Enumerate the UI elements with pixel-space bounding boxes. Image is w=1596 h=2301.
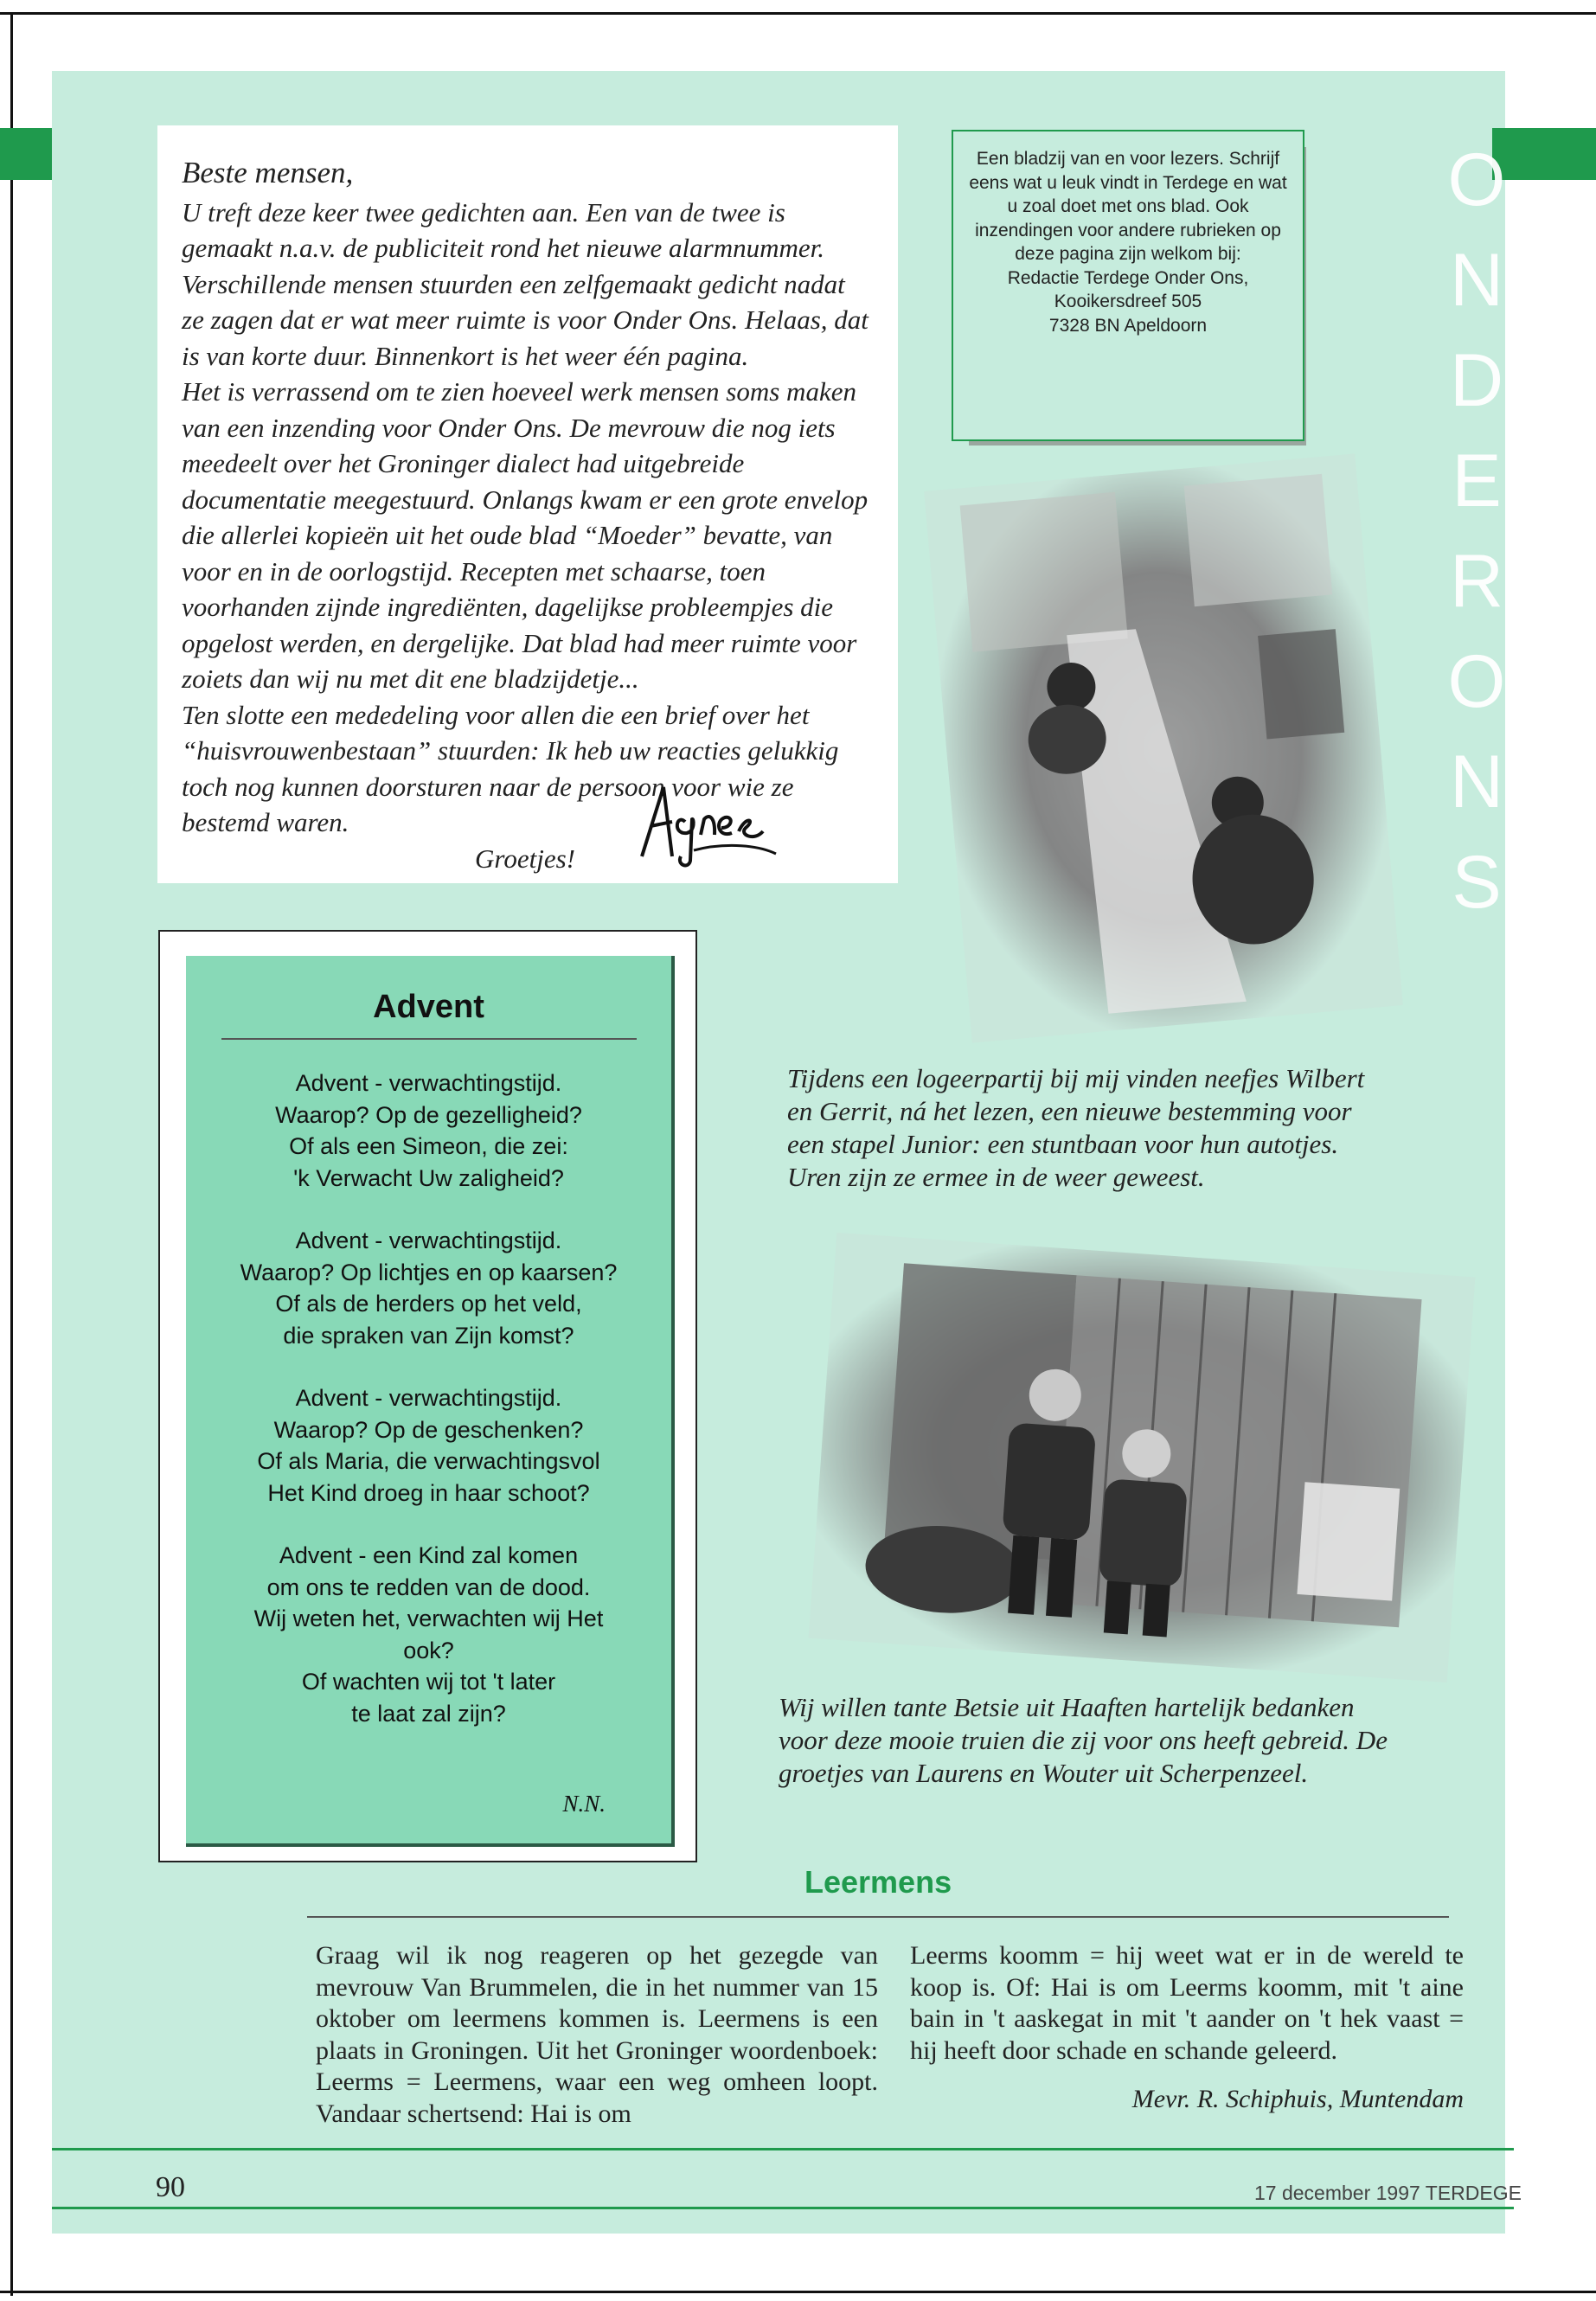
letter-paragraph: Ten slotte een mededeling voor allen die een brief over het “huisvrouwenbestaan” stuurden: Ik heb uw reacties gelukkig toch nog kunnen doorsturen naar de persoon voor wie ze bestemd waren. [182, 699, 839, 837]
poem-line: Waarop? Op de gezelligheid? [275, 1101, 582, 1128]
footer-rule-top [52, 2148, 1514, 2150]
poem-line: Wij weten het, verwachten wij Het [253, 1606, 604, 1631]
poem-stanza [186, 1382, 671, 1509]
poem-line: 'k Verwacht Uw zaligheid? [293, 1164, 564, 1191]
frame-bottom [0, 2291, 1596, 2293]
poem-box [186, 956, 675, 1847]
side-tab-left [0, 128, 52, 180]
leermens-divider [307, 1916, 1449, 1918]
leermens-column-2: Leerms koomm = hij weet wat er in de wereld te koop is. Of: Hai is om Leerms koomm, mit 't aine bain in 't aaskegat in mit 't aander on 't hek vaast = hij heeft door schade en schande geleerd. [910, 1941, 1464, 2065]
poem-line: Of als de herders op het veld, [275, 1291, 582, 1317]
info-address-line: Kooikersdreef 505 [1054, 292, 1202, 311]
photo-caption: Wij willen tante Betsie uit Haaften hartelijk bedanken voor deze mooie truien die zij voor ons heeft gebreid. De groetjes van Laurens en Wouter uit Scherpenzeel. [779, 1692, 1388, 1788]
poem-stanza [186, 1540, 671, 1729]
leermens-column-1: Graag wil ik nog reageren op het gezegde van mevrouw Van Brummelen, die in het nummer van 15 oktober om leermens kommen is. Leermens is een plaats in Groningen. Uit het Groninger woordenboek: Leerms = Leermens, waar een weg omheen loopt. Vandaar schertsend: Hai is om [316, 1941, 878, 2128]
poem-line: te laat zal zijn? [351, 1700, 506, 1727]
poem-divider [221, 1038, 637, 1040]
letter-closing: Groetjes! [475, 843, 575, 874]
photo-two-boys-image [809, 1233, 1476, 1682]
photo-stunt-track-image [924, 453, 1403, 1042]
poem-frame [158, 930, 697, 1862]
poem-line: Of wachten wij tot 't later [301, 1669, 556, 1695]
poem-line: ook? [403, 1637, 454, 1663]
footer-rule-bottom [52, 2207, 1514, 2209]
frame-left [10, 12, 13, 2296]
poem-line: Advent - verwachtingstijd. [295, 1385, 562, 1411]
poem-line: Waarop? Op de geschenken? [273, 1416, 584, 1443]
poem-author: N.N. [562, 1791, 606, 1817]
signature-agnes [625, 774, 798, 869]
contact-info-box [952, 130, 1304, 441]
photo-stunt-track [924, 453, 1403, 1042]
poem-stanza [186, 1225, 671, 1351]
info-text: Een bladzij van en voor lezers. Schrijf eens wat u leuk vindt in Terdege en wat u zoal doet met ons blad. Ook inzendingen voor andere rubrieken op deze pagina zijn welkom bij: [969, 149, 1287, 264]
info-address-line: Redactie Terdege Onder Ons, [1007, 267, 1249, 288]
poem-line: Advent - een Kind zal komen [279, 1542, 579, 1568]
leermens-title: Leermens [804, 1864, 952, 1900]
page-number: 90 [156, 2171, 185, 2203]
photo-caption: Tijdens een logeerpartij bij mij vinden neefjes Wilbert en Gerrit, ná het lezen, een nieuwe bestemming voor een stapel Junior: een stuntbaan voor hun autotjes. Uren zijn ze ermee in de weer geweest. [787, 1063, 1365, 1192]
editor-letter [157, 125, 898, 883]
letter-paragraph: U treft deze keer twee gedichten aan. Een van de twee is gemaakt n.a.v. de publiciteit rond het nieuwe alarmnummer. Verschillende mensen stuurden een zelfgemaakt gedicht nadat ze zagen dat er wat meer ruimte is voor Onder Ons. Helaas, dat is van korte duur. Binnenkort is het weer één pagina. [182, 196, 869, 371]
leermens-signature: Mevr. R. Schiphuis, Muntendam [1131, 2085, 1464, 2113]
poem-line: Advent - verwachtingstijd. [295, 1227, 562, 1253]
poem-line: Advent - verwachtingstijd. [295, 1070, 562, 1096]
poem-line: Of als een Simeon, die zei: [289, 1133, 568, 1159]
info-address-line: 7328 BN Apeldoorn [1048, 315, 1208, 336]
poem-line: Of als Maria, die verwachtingsvol [257, 1448, 600, 1474]
letter-greeting: Beste mensen, [182, 156, 354, 189]
poem-line: Waarop? Op lichtjes en op kaarsen? [240, 1259, 618, 1285]
frame-top [0, 12, 1596, 15]
section-title-vertical: ONDERONS [1435, 138, 1518, 941]
poem-line: die spraken van Zijn komst? [283, 1322, 574, 1349]
poem-title: Advent [373, 989, 484, 1025]
footer-date: 17 december 1997 TERDEGE [1254, 2182, 1522, 2204]
poem-line: Het Kind droeg in haar schoot? [267, 1479, 590, 1506]
letter-paragraph: Het is verrassend om te zien hoeveel werk mensen soms maken van een inzending voor Onder Ons. De mevrouw die nog iets meedeelt over het Groninger dialect had uitgebreide documentatie meegestuurd. Onlangs kwam er een grote envelop die allerlei kopieën uit het oude blad “Moeder” bevatte, van voor en in de oorlogstijd. Recepten met schaarse, toen voorhanden zijnde ingrediënten, dagelijkse probleempjes die opgelost werden, en dergelijke. Dat blad had meer ruimte voor zoiets dan wij nu met dit ene bladzijdetje... [182, 376, 869, 694]
poem-line: om ons te redden van de dood. [266, 1574, 591, 1600]
photo-two-boys [809, 1233, 1476, 1682]
poem-stanza [186, 1067, 671, 1194]
